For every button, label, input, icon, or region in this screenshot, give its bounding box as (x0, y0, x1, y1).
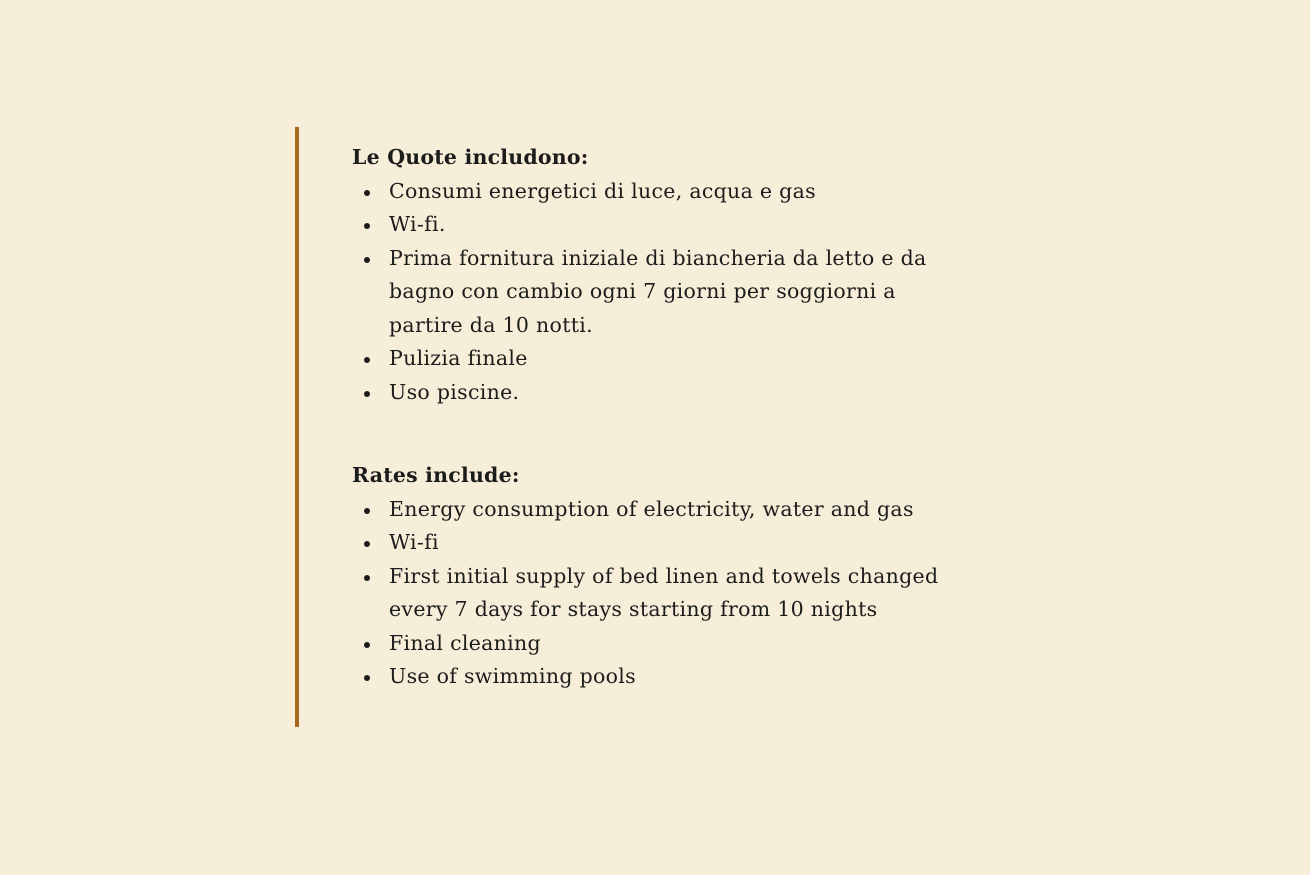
list-item-text: Use of swimming pools (389, 664, 636, 688)
english-list (352, 493, 995, 694)
bullet-icon (364, 575, 370, 581)
list-item (352, 660, 969, 694)
italian-section (352, 141, 995, 409)
list-item-text: Prima fornitura iniziale di biancheria da letto e da bagno con cambio ogni 7 giorni per soggiorni a partire da 10 notti. (389, 245, 927, 337)
list-item (352, 526, 969, 560)
bullet-icon (364, 675, 370, 681)
bullet-icon (364, 223, 370, 229)
english-heading: Rates include: (352, 463, 520, 487)
italian-list (352, 175, 995, 410)
bullet-icon (364, 190, 370, 196)
list-item (352, 376, 969, 410)
list-item (352, 342, 969, 376)
list-item-text: Wi-fi. (389, 212, 446, 236)
list-item-text: Energy consumption of electricity, water and gas (389, 496, 914, 521)
bullet-icon (364, 508, 370, 514)
list-item (352, 242, 969, 343)
bullet-icon (364, 357, 370, 363)
list-item-text: Pulizia finale (389, 346, 528, 370)
list-item-text: Wi-fi (389, 530, 439, 554)
italian-heading: Le Quote includono: (352, 145, 589, 169)
bullet-icon (364, 391, 370, 397)
list-item (352, 627, 969, 661)
list-item-text: First initial supply of bed linen and towels changed every 7 days for stays starting from 10 nights (389, 563, 939, 621)
list-item-text: Final cleaning (389, 630, 541, 655)
list-item (352, 208, 969, 242)
list-item-text: Uso piscine. (389, 379, 520, 404)
bullet-icon (364, 541, 370, 547)
list-item (352, 175, 969, 209)
list-item (352, 493, 969, 527)
english-section (352, 459, 995, 694)
rates-info-block (295, 127, 995, 727)
list-item-text: Consumi energetici di luce, acqua e gas (389, 178, 816, 203)
bullet-icon (364, 642, 370, 648)
bullet-icon (364, 257, 370, 263)
list-item (352, 560, 969, 627)
